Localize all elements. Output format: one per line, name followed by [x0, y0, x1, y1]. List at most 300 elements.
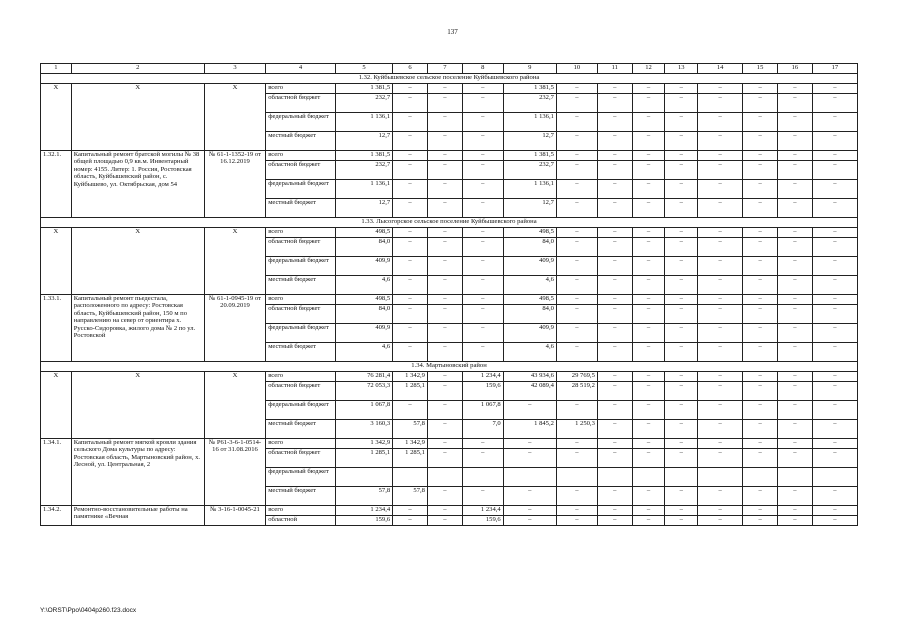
value-cell: – — [597, 257, 632, 276]
value-cell: – — [597, 276, 632, 295]
value-cell: – — [778, 151, 813, 161]
value-cell: – — [698, 343, 743, 362]
value-cell: – — [812, 161, 857, 180]
value-cell: 12,7 — [503, 199, 556, 218]
value-cell: – — [778, 228, 813, 238]
value-cell: – — [556, 151, 597, 161]
value-cell: – — [665, 94, 698, 113]
value-cell: 1 285,1 — [393, 449, 428, 468]
table-row — [41, 439, 858, 449]
value-cell: – — [778, 295, 813, 305]
value-cell: – — [462, 199, 503, 218]
value-cell: – — [743, 161, 778, 180]
value-cell: – — [812, 382, 857, 401]
value-cell: – — [665, 449, 698, 468]
value-cell: 7,0 — [462, 420, 503, 439]
table-row — [41, 295, 858, 305]
value-cell: – — [393, 228, 428, 238]
funding-source: всего — [266, 228, 336, 238]
value-cell: – — [778, 487, 813, 506]
value-cell: – — [665, 113, 698, 132]
value-cell: – — [632, 161, 665, 180]
value-cell: – — [812, 401, 857, 420]
item-description: X — [71, 228, 204, 295]
value-cell: – — [597, 401, 632, 420]
value-cell: 3 160,3 — [335, 420, 392, 439]
value-cell: 42 089,4 — [503, 382, 556, 401]
value-cell: – — [632, 372, 665, 382]
value-cell: 1 342,9 — [335, 439, 392, 449]
value-cell: – — [503, 439, 556, 449]
value-cell: – — [698, 324, 743, 343]
funding-source: областной — [266, 516, 336, 526]
item-number: 1.32.1. — [41, 151, 72, 218]
value-cell: – — [632, 228, 665, 238]
value-cell — [698, 468, 743, 487]
value-cell: – — [462, 132, 503, 151]
value-cell: 159,6 — [462, 382, 503, 401]
value-cell: – — [427, 151, 462, 161]
value-cell: – — [698, 238, 743, 257]
value-cell: – — [698, 132, 743, 151]
value-cell: – — [743, 401, 778, 420]
value-cell: – — [665, 228, 698, 238]
funding-source: областной бюджет — [266, 305, 336, 324]
value-cell: – — [427, 238, 462, 257]
value-cell: – — [743, 199, 778, 218]
value-cell: 84,0 — [335, 238, 392, 257]
value-cell: – — [812, 94, 857, 113]
value-cell: – — [597, 94, 632, 113]
value-cell: – — [597, 382, 632, 401]
value-cell: 498,5 — [335, 295, 392, 305]
value-cell: – — [427, 94, 462, 113]
value-cell: – — [597, 324, 632, 343]
value-cell: – — [632, 295, 665, 305]
file-path: Y:\ORST\Ppo\0404p260.f23.docx — [40, 607, 137, 614]
value-cell: – — [597, 343, 632, 362]
value-cell: – — [743, 382, 778, 401]
value-cell: – — [743, 516, 778, 526]
item-number: 1.33.1. — [41, 295, 72, 362]
value-cell: 4,6 — [503, 343, 556, 362]
value-cell: – — [743, 295, 778, 305]
value-cell: – — [743, 420, 778, 439]
value-cell: – — [665, 324, 698, 343]
value-cell: – — [812, 420, 857, 439]
value-cell: – — [632, 382, 665, 401]
value-cell: 76 281,4 — [335, 372, 392, 382]
funding-source: федеральный бюджет — [266, 468, 336, 487]
value-cell: – — [632, 449, 665, 468]
section-title: 1.33. Лысогорское сельское поселение Куйбышевского района — [41, 218, 858, 228]
value-cell: 1 381,5 — [503, 151, 556, 161]
value-cell: – — [665, 295, 698, 305]
value-cell: – — [632, 276, 665, 295]
value-cell: – — [632, 151, 665, 161]
value-cell: – — [698, 372, 743, 382]
value-cell: – — [597, 506, 632, 516]
value-cell: – — [812, 295, 857, 305]
column-header: 7 — [427, 64, 462, 74]
value-cell: – — [812, 439, 857, 449]
value-cell: – — [556, 84, 597, 94]
value-cell: – — [812, 506, 857, 516]
value-cell: – — [698, 94, 743, 113]
value-cell: – — [665, 161, 698, 180]
value-cell: – — [632, 94, 665, 113]
value-cell: – — [503, 506, 556, 516]
value-cell: – — [393, 151, 428, 161]
value-cell: – — [778, 113, 813, 132]
funding-source: всего — [266, 295, 336, 305]
value-cell: – — [427, 257, 462, 276]
value-cell: – — [597, 199, 632, 218]
value-cell: – — [393, 295, 428, 305]
funding-source: областной бюджет — [266, 449, 336, 468]
value-cell: – — [698, 276, 743, 295]
value-cell: – — [743, 180, 778, 199]
funding-source: федеральный бюджет — [266, 113, 336, 132]
value-cell: – — [462, 238, 503, 257]
value-cell: – — [778, 161, 813, 180]
value-cell: – — [665, 132, 698, 151]
value-cell: – — [812, 372, 857, 382]
value-cell: 1 250,3 — [556, 420, 597, 439]
value-cell: – — [812, 487, 857, 506]
value-cell: – — [427, 516, 462, 526]
funding-source: всего — [266, 84, 336, 94]
value-cell: – — [665, 343, 698, 362]
document-reference: X — [204, 84, 265, 151]
value-cell: – — [665, 257, 698, 276]
funding-source: местный бюджет — [266, 487, 336, 506]
value-cell: – — [698, 180, 743, 199]
value-cell: – — [812, 132, 857, 151]
item-number: X — [41, 84, 72, 151]
value-cell — [462, 468, 503, 487]
funding-source: областной бюджет — [266, 238, 336, 257]
value-cell: – — [462, 180, 503, 199]
value-cell: – — [427, 449, 462, 468]
value-cell: – — [427, 420, 462, 439]
value-cell: – — [427, 113, 462, 132]
value-cell: – — [427, 228, 462, 238]
item-number: 1.34.1. — [41, 439, 72, 506]
value-cell: – — [698, 401, 743, 420]
value-cell: – — [812, 516, 857, 526]
value-cell: – — [812, 180, 857, 199]
value-cell: 84,0 — [503, 305, 556, 324]
value-cell: – — [698, 228, 743, 238]
value-cell: – — [597, 295, 632, 305]
value-cell: – — [778, 180, 813, 199]
value-cell: – — [743, 257, 778, 276]
funding-source: областной бюджет — [266, 382, 336, 401]
value-cell: 1 285,1 — [393, 382, 428, 401]
value-cell: – — [778, 276, 813, 295]
value-cell: – — [743, 449, 778, 468]
value-cell: – — [665, 382, 698, 401]
item-number: 1.34.2. — [41, 506, 72, 526]
value-cell: – — [743, 238, 778, 257]
value-cell — [812, 468, 857, 487]
value-cell: – — [427, 161, 462, 180]
value-cell: – — [556, 238, 597, 257]
column-header: 11 — [597, 64, 632, 74]
value-cell: – — [393, 199, 428, 218]
value-cell: – — [665, 372, 698, 382]
value-cell: – — [393, 113, 428, 132]
value-cell: – — [632, 401, 665, 420]
value-cell: – — [632, 113, 665, 132]
value-cell: – — [632, 516, 665, 526]
value-cell: – — [427, 506, 462, 516]
value-cell: 28 519,2 — [556, 382, 597, 401]
value-cell: – — [778, 238, 813, 257]
value-cell: – — [698, 84, 743, 94]
value-cell: – — [698, 439, 743, 449]
value-cell: – — [597, 113, 632, 132]
value-cell: – — [743, 372, 778, 382]
value-cell: – — [556, 228, 597, 238]
value-cell: – — [597, 161, 632, 180]
value-cell: 4,6 — [335, 343, 392, 362]
column-header: 17 — [812, 64, 857, 74]
value-cell: – — [393, 305, 428, 324]
value-cell: – — [665, 238, 698, 257]
value-cell: – — [743, 132, 778, 151]
value-cell: – — [812, 199, 857, 218]
value-cell — [556, 468, 597, 487]
value-cell: – — [503, 401, 556, 420]
value-cell: – — [743, 487, 778, 506]
funding-source: всего — [266, 439, 336, 449]
value-cell — [503, 468, 556, 487]
value-cell: – — [503, 487, 556, 506]
value-cell: – — [393, 324, 428, 343]
value-cell: – — [743, 439, 778, 449]
value-cell: – — [393, 257, 428, 276]
value-cell: 1 067,8 — [335, 401, 392, 420]
value-cell: – — [393, 180, 428, 199]
column-header: 4 — [266, 64, 336, 74]
value-cell: – — [597, 238, 632, 257]
value-cell: – — [556, 94, 597, 113]
value-cell — [427, 468, 462, 487]
value-cell: – — [778, 94, 813, 113]
value-cell: 159,6 — [462, 516, 503, 526]
item-description: Ремонтно-восстановительные работы на памятнике «Вечная — [71, 506, 204, 526]
value-cell: – — [462, 94, 503, 113]
value-cell: – — [597, 372, 632, 382]
value-cell: – — [778, 305, 813, 324]
value-cell — [665, 468, 698, 487]
value-cell: – — [743, 84, 778, 94]
value-cell: – — [812, 276, 857, 295]
value-cell: – — [393, 84, 428, 94]
value-cell: – — [556, 199, 597, 218]
value-cell: – — [556, 257, 597, 276]
value-cell: – — [665, 180, 698, 199]
document-reference: X — [204, 228, 265, 295]
value-cell: 232,7 — [335, 94, 392, 113]
value-cell: – — [597, 228, 632, 238]
funding-source: федеральный бюджет — [266, 324, 336, 343]
value-cell: – — [427, 343, 462, 362]
value-cell: 1 234,4 — [335, 506, 392, 516]
funding-source: областной бюджет — [266, 161, 336, 180]
table-row — [41, 84, 858, 94]
value-cell: – — [812, 228, 857, 238]
value-cell: – — [462, 449, 503, 468]
value-cell: – — [393, 161, 428, 180]
value-cell: – — [743, 324, 778, 343]
value-cell: – — [665, 199, 698, 218]
value-cell: – — [393, 132, 428, 151]
value-cell: 409,9 — [503, 324, 556, 343]
value-cell: – — [597, 132, 632, 151]
value-cell: – — [462, 161, 503, 180]
value-cell: – — [698, 506, 743, 516]
value-cell: – — [632, 506, 665, 516]
value-cell: – — [462, 113, 503, 132]
value-cell: – — [462, 305, 503, 324]
value-cell: – — [462, 324, 503, 343]
value-cell: 1 285,1 — [335, 449, 392, 468]
value-cell: – — [632, 238, 665, 257]
value-cell: – — [778, 420, 813, 439]
value-cell: – — [556, 449, 597, 468]
value-cell: 1 234,4 — [462, 506, 503, 516]
value-cell: – — [393, 343, 428, 362]
value-cell: – — [462, 257, 503, 276]
value-cell: – — [462, 343, 503, 362]
value-cell: 232,7 — [335, 161, 392, 180]
document-reference: № 61-1-0945-19 от 20.09.2019 — [204, 295, 265, 362]
value-cell: – — [462, 276, 503, 295]
value-cell: – — [427, 84, 462, 94]
value-cell: 1 381,5 — [503, 84, 556, 94]
value-cell: – — [632, 132, 665, 151]
value-cell: – — [597, 487, 632, 506]
value-cell: – — [427, 180, 462, 199]
value-cell: – — [427, 199, 462, 218]
value-cell: – — [778, 343, 813, 362]
value-cell: – — [778, 449, 813, 468]
column-header: 14 — [698, 64, 743, 74]
column-header: 8 — [462, 64, 503, 74]
value-cell: 498,5 — [503, 295, 556, 305]
value-cell: – — [778, 199, 813, 218]
funding-source: федеральный бюджет — [266, 401, 336, 420]
value-cell: – — [462, 151, 503, 161]
budget-table — [40, 63, 858, 526]
value-cell: – — [597, 151, 632, 161]
value-cell: – — [393, 506, 428, 516]
value-cell: 57,8 — [335, 487, 392, 506]
value-cell: – — [698, 295, 743, 305]
header-row — [41, 64, 858, 74]
column-header: 6 — [393, 64, 428, 74]
value-cell: – — [393, 94, 428, 113]
page-number: 137 — [447, 28, 458, 36]
document-reference: X — [204, 372, 265, 439]
value-cell: 57,8 — [393, 487, 428, 506]
value-cell: – — [743, 228, 778, 238]
value-cell: 72 053,3 — [335, 382, 392, 401]
value-cell: – — [778, 257, 813, 276]
value-cell: – — [393, 238, 428, 257]
value-cell: – — [743, 305, 778, 324]
value-cell: – — [556, 506, 597, 516]
value-cell: – — [462, 84, 503, 94]
table-row — [41, 151, 858, 161]
value-cell: – — [812, 343, 857, 362]
item-description: Капитальный ремонт братской могилы № 38 общей площадью 0,9 кв.м. Инвентарный номер: 4155. Литер: 1. Россия, Ростовская область, Куйбышевский район, с. Куйбышево, ул. Октябрьская, дом 54 — [71, 151, 204, 218]
value-cell: 159,6 — [335, 516, 392, 526]
value-cell: – — [665, 151, 698, 161]
section-title: 1.34. Мартыновский район — [41, 362, 858, 372]
column-header: 16 — [778, 64, 813, 74]
value-cell: – — [778, 439, 813, 449]
value-cell: – — [503, 449, 556, 468]
table-row — [41, 228, 858, 238]
value-cell: – — [778, 506, 813, 516]
value-cell: – — [665, 439, 698, 449]
column-header: 9 — [503, 64, 556, 74]
value-cell: 12,7 — [335, 132, 392, 151]
value-cell: – — [597, 420, 632, 439]
value-cell: 1 067,8 — [462, 401, 503, 420]
item-description: X — [71, 84, 204, 151]
funding-source: местный бюджет — [266, 420, 336, 439]
value-cell — [335, 468, 392, 487]
value-cell: – — [427, 487, 462, 506]
value-cell: – — [665, 401, 698, 420]
column-header: 13 — [665, 64, 698, 74]
value-cell: – — [698, 305, 743, 324]
value-cell: – — [778, 516, 813, 526]
value-cell: – — [597, 180, 632, 199]
funding-source: местный бюджет — [266, 276, 336, 295]
column-header: 5 — [335, 64, 392, 74]
section-row — [41, 218, 858, 228]
value-cell: – — [427, 382, 462, 401]
section-row — [41, 74, 858, 84]
value-cell: – — [778, 84, 813, 94]
value-cell: – — [812, 257, 857, 276]
document-reference: № Р61-3-6-1-0514-16 от 31.08.2016 — [204, 439, 265, 506]
column-header: 2 — [71, 64, 204, 74]
value-cell: 1 342,9 — [393, 372, 428, 382]
value-cell: – — [698, 257, 743, 276]
column-header: 1 — [41, 64, 72, 74]
value-cell: – — [665, 487, 698, 506]
document-reference: № 3-16-1-0045-21 — [204, 506, 265, 526]
value-cell: – — [427, 439, 462, 449]
value-cell — [393, 468, 428, 487]
value-cell: 1 234,4 — [462, 372, 503, 382]
value-cell: 1 342,9 — [393, 439, 428, 449]
column-header: 10 — [556, 64, 597, 74]
value-cell: – — [556, 276, 597, 295]
value-cell: – — [812, 324, 857, 343]
funding-source: всего — [266, 151, 336, 161]
value-cell: – — [743, 113, 778, 132]
value-cell: – — [743, 276, 778, 295]
value-cell: – — [698, 449, 743, 468]
